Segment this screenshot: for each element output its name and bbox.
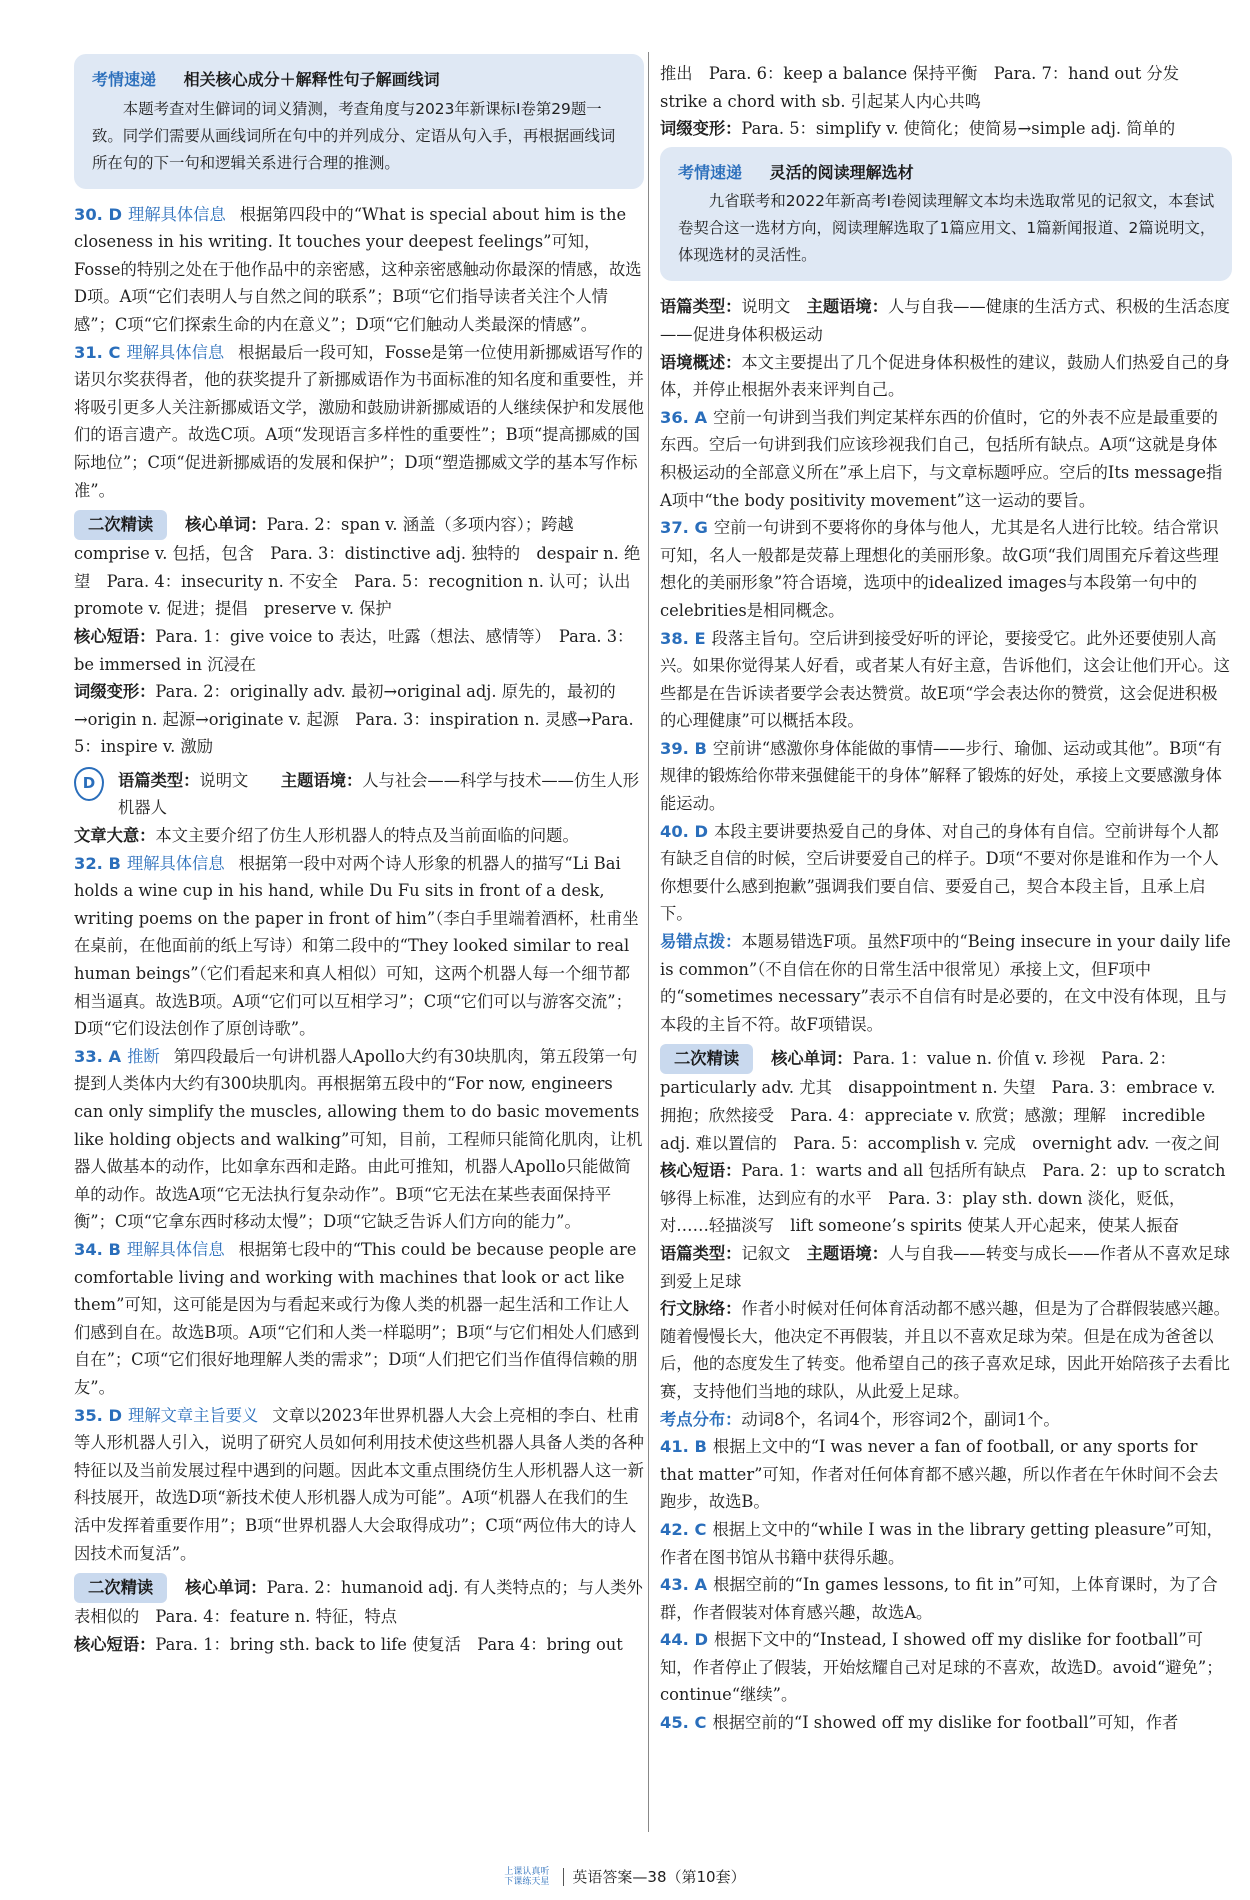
text-type: 记叙文 [741,1243,791,1263]
answer-number: 31. C [74,342,121,362]
footer-separator [563,1868,564,1886]
answer-37 [660,514,1232,624]
core-words: Para. 2：span v. 涵盖（多项内容）；跨越 comprise v. 包括，包含 Para. 3：distinctive adj. 独特的 despair n. 绝望 Para. 4：insecurity n. 不安全 Para. 5：recognition n. 认可；认出 promote v. 促进；提倡 preserve v. 保护 [74,515,647,619]
trap-tip-label: 易错点拨： [660,932,742,952]
answer-31 [74,339,644,505]
answer-explanation: 根据第一段中对两个诗人形象的机器人的描写“Li Bai holds a wine cup in his hand, while Du Fu sits in front of a desk, writing poems on the paper in front of him”（李白手里端着酒杯，杜甫坐在桌前，在他面前的纸上写诗）和第二段中的“They looked similar to real human beings”（它们看起来和真人相似）可知，这两个机器人每一个细节都相当逼真。故选B项。A项“它们可以互相学习”；C项“它们可以与游客交流”；D项“它们设法创作了原创诗歌”。 [74,853,639,1039]
answer-number: 45. C [660,1713,707,1733]
answer-39 [660,735,1232,818]
answer-number: 36. A [660,407,708,427]
distribution: 动词8个，名词4个，形容词2个，副词1个。 [741,1409,1060,1429]
exam-insight-header [678,159,1216,187]
answer-number: 38. E [660,628,706,648]
answer-explanation: 根据下文中的“Instead, I showed off my dislike for football”可知，作者停止了假装，开始炫耀自己对足球的不喜欢，故选D。avoid“避免”；continue“继续”。 [660,1630,1223,1705]
question-type: 理解具体信息 [126,342,225,362]
page-number: 英语答案—38（第10套） [572,1868,746,1886]
exam-insight-body: 本题考查对生僻词的词义猜测，考查角度与2023年新课标Ⅰ卷第29题一致。同学们需要从画线词所在句中的并列成分、定语从句入手，再根据画线词所在句的下一句和逻辑关系进行合理的推测。 [92,99,616,172]
word-morph: Para. 2：originally adv. 最初→original adj. 原先的，最初的→origin n. 起源→originate v. 起源 Para. 3：inspiration n. 灵感→Para. 5：inspire v. 激励 [74,682,634,757]
answer-44 [660,1626,1232,1709]
text-type: 说明文 [741,297,791,317]
core-phrases-label: 核心短语： [74,1634,156,1654]
core-phrases-label: 核心短语： [660,1161,742,1181]
phrases-continued: 推出 Para. 6：keep a balance 保持平衡 Para. 7：hand out 分发 strike a chord with sb. 引起某人内心共鸣 [660,64,1196,111]
passage-d-icon: D [74,767,104,801]
answer-explanation: 段落主旨句。空后讲到接受好听的评论，要接受它。此外还要使别人高兴。如果你觉得某人好看，或者某人有好主意，告诉他们，这会让他们开心。这些都是在告诉读者要学会表达赞赏。故E项“学会表达你的赞赏，这会促进积极的心理健康”可以概括本段。 [660,628,1230,731]
word-morph-label: 词缀变形： [74,682,156,702]
flow-label: 行文脉络： [660,1299,742,1319]
answer-number: 35. D [74,1405,123,1425]
right-column [660,60,1232,1737]
question-type: 理解具体信息 [126,853,225,873]
answer-explanation: 本段主要讲要热爱自己的身体、对自己的身体有自信。空前讲每个人都有缺乏自信的时候，空后讲要爱自己的样子。D项“不要对你是谁和作为一个人你想要什么感到抱歉”强调我们要自信、要爱自己，契合本段主旨，且承上启下。 [660,821,1219,924]
answer-32 [74,850,644,1043]
answer-number: 30. D [74,204,123,224]
gist: 本文主要介绍了仿生人形机器人的特点及当前面临的问题。 [155,826,579,846]
core-words: Para. 2：humanoid adj. 有人类特点的；与人类外表相似的 Para. 4：feature n. 特征，特点 [74,1578,643,1627]
page-footer [0,1866,1250,1887]
exam-insight-title: 灵活的阅读理解选材 [769,162,914,182]
answer-number: 37. G [660,518,708,538]
text-type-label: 语篇类型： [118,770,200,790]
answer-41 [660,1433,1232,1516]
theme: 人与自我——转变与成长——作者从不喜欢足球到爱上足球 [660,1243,1230,1291]
answer-explanation: 空前讲“感激你身体能做的事情——步行、瑜伽、运动或其他”。B项“有规律的锻炼给你带来强健能干的身体”解释了锻炼的好处，承接上文要感激身体能运动。 [660,738,1223,814]
answer-43 [660,1571,1232,1626]
answer-explanation: 根据上文中的“I was never a fan of football, or any sports for that matter”可知，作者对任何体育都不感兴趣，所以作者在午休时间不会去跑步，故选B。 [660,1437,1219,1512]
summary: 本文主要提出了几个促进身体积极性的建议，鼓励人们热爱自己的身体，并停止根据外表来评判自己。 [660,352,1230,400]
distribution-label: 考点分布： [660,1409,742,1429]
exam-insight-box [74,54,644,189]
answer-number: 32. B [74,853,121,873]
question-type: 理解文章主旨要义 [128,1405,259,1425]
answer-number: 39. B [660,738,707,758]
word-morph-label: 词缀变形： [660,119,742,139]
answer-number: 34. B [74,1239,121,1259]
summary-label: 语境概述： [660,352,742,372]
exam-insight-tag: 考情速递 [678,162,743,182]
core-phrases: Para. 1：warts and all 包括所有缺点 Para. 2：up to scratch 够得上标准，达到应有的水平 Para. 3：play sth. down 淡化，贬低，对……轻描淡写 lift someone’s spirits 使某人开心起来，使某人振奋 [660,1161,1226,1236]
core-phrases: Para. 1：give voice to 表达，吐露（想法、感情等） Para. 3：be immersed in 沉浸在 [74,626,634,674]
answer-number: 33. A [74,1046,122,1066]
answer-explanation: 根据最后一段可知，Fosse是第一位使用新挪威语写作的诺贝尔奖获得者，他的获奖提升了新挪威语作为书面标准的知名度和重要性，并将吸引更多人关注新挪威语文学，激励和鼓励讲新挪威语的人继续保护和发展他们的语言遗产。故选C项。A项“发现语言多样性的重要性”；B项“提高挪威的国际地位”；C项“促进新挪威语的发展和保护”；D项“塑造挪威文学的基本写作标准”。 [74,342,644,500]
exam-insight-body: 九省联考和2022年新高考Ⅰ卷阅读理解文本均未选取常见的记叙文，本套试卷契合这一选材方向，阅读理解选取了1篇应用文、1篇新闻报道、2篇说明文，体现选材的灵活性。 [678,192,1216,265]
core-words-label: 核心单词： [185,1578,267,1598]
answer-explanation: 根据第七段中的“This could be because people are comfortable living and working with machines that look or act like them”可知，这可能是因为与看起来或行为像人类的机器一起生活和工作让人们感到自在。故选B项。A项“它们和人类一样聪明”；B项“与它们相处人们感到自在”；C项“它们很好地理解人类的需求”；D项“人们把它们当作值得信赖的朋友”。 [74,1239,640,1397]
theme-label: 主题语境： [280,770,363,790]
answer-33 [74,1043,644,1236]
answer-explanation: 根据空前的“I showed off my dislike for football”可知，作者 [712,1713,1179,1733]
answer-34 [74,1236,644,1402]
answer-number: 40. D [660,821,709,841]
vocab-section-d [74,1573,644,1658]
text-type-label: 语篇类型： [660,1243,742,1263]
exam-insight-box-2 [660,147,1232,282]
answer-42 [660,1516,1232,1571]
question-type: 推断 [127,1046,160,1066]
answer-45 [660,1709,1232,1737]
question-type: 理解具体信息 [126,1239,225,1259]
second-reading-badge: 二次精读 [660,1044,753,1074]
question-type: 理解具体信息 [128,204,226,224]
word-morph: Para. 5：simplify v. 使简化；使简易→simple adj. 简单的 [741,119,1176,139]
answer-38 [660,625,1232,735]
answer-explanation: 根据空前的“In games lessons, to fit in”可知，上体育课时，为了合群，作者假装对体育感兴趣，故选A。 [660,1575,1218,1622]
answer-40 [660,818,1232,928]
second-reading-badge: 二次精读 [74,510,167,540]
core-words-label: 核心单词： [185,515,267,535]
passage-d-header [74,767,644,822]
core-words-label: 核心单词： [771,1049,853,1069]
theme: 人与自我——健康的生活方式、积极的生活态度——促进身体积极运动 [660,297,1230,344]
brand-logo [504,1867,549,1887]
answer-explanation: 空前一句讲到不要将你的身体与他人，尤其是名人进行比较。结合常识可知，名人一般都是荧幕上理想化的美丽形象。故G项“我们周围充斥着这些理想化的美丽形象”符合语境，选项中的idealized images与本段第一句中的celebrities是相同概念。 [660,518,1219,620]
vocab-section-7 [660,1044,1232,1240]
core-phrases-label: 核心短语： [74,626,156,646]
answer-number: 42. C [660,1519,707,1539]
logo-line-1: 上课认真听 [504,1866,550,1877]
trap-tip [660,928,1232,1038]
answer-explanation: 根据上文中的“while I was in the library getting pleasure”可知，作者在图书馆从书籍中获得乐趣。 [660,1519,1223,1567]
answer-number: 43. A [660,1575,708,1595]
exam-insight-title: 相关核心成分＋解释性句子解画线词 [183,70,440,89]
answer-number: 44. D [660,1630,709,1650]
answer-explanation: 文章以2023年世界机器人大会上亮相的李白、杜甫等人形机器人引入，说明了研究人员如何利用技术使这些机器人具备人类的各种特征以及当前发展过程中遇到的问题。因此本文重点围绕仿生人形机器人这一新科技展开，故选D项“新技术使人形机器人成为可能”。A项“机器人在我们的生活中发挥着重要作用”；B项“世界机器人大会取得成功”；C项“两位伟大的诗人因技术而复活”。 [74,1405,644,1563]
answer-30 [74,201,644,339]
vocab-section-c [74,510,647,761]
logo-line-2: 下课练天星 [504,1876,550,1887]
column-divider [648,52,649,1832]
flow: 作者小时候对任何体育活动都不感兴趣，但是为了合群假装感兴趣。随着慢慢长大，他决定不再假装，并且以不喜欢足球为荣。但是在成为爸爸以后，他的态度发生了转变。他希望自己的孩子喜欢足球，因此开始陪孩子去看比赛，支持他们当地的球队，从此爱上足球。 [660,1299,1230,1401]
left-column [74,54,647,1658]
exam-insight-tag: 考情速递 [92,70,157,89]
text-type-label: 语篇类型： [660,297,742,317]
second-reading-badge: 二次精读 [74,1573,167,1603]
answer-36 [660,404,1232,514]
gist-label: 文章大意： [74,826,156,846]
core-words: Para. 1：value n. 价值 v. 珍视 Para. 2：particularly adv. 尤其 disappointment n. 失望 Para. 3：embrace v. 拥抱；欣然接受 Para. 4：appreciate v. 欣赏；感激；理解 incredible adj. 难以置信的 Para. 5：accomplish v. 完成 overnight adv. 一夜之间 [660,1049,1220,1153]
answer-number: 41. B [660,1437,707,1457]
trap-tip-text: 本题易错选F项。虽然F项中的“Being insecure in your daily life is common”（不自信在你的日常生活中很常见）承接上文，但F项中的“sometimes necessary”表示不自信有时是必要的，在文中没有体现，且与本段的主旨不符。故F项错误。 [660,932,1231,1034]
theme: 人与社会——科学与技术——仿生人形机器人 [118,770,640,818]
answer-35 [74,1402,644,1568]
exam-insight-header [92,66,628,94]
core-phrases: Para. 1：bring sth. back to life 使复活 Para 4：bring out [155,1634,623,1654]
theme-label: 主题语境： [806,297,888,317]
answer-explanation: 空前一句讲到当我们判定某样东西的价值时，它的外表不应是最重要的东西。空后一句讲到我们应该珍视我们自己，包括所有缺点。A项“这就是身体积极运动的全部意义所在”承上启下，与文章标题呼应。空后的Its message指A项中“the body positivity movement”这一运动的要旨。 [660,407,1223,510]
answer-explanation: 第四段最后一句讲机器人Apollo大约有30块肌肉，第五段第一句提到人类体内大约有300块肌肉。再根据第五段中的“For now, engineers can only simplify the muscles, allowing them to do basic movements like holding objects and walking”可知，目前，工程师只能简化肌肉，让机器人做基本的动作，比如拿东西和走路。由此可推知，机器人Apollo只能做简单的动作。故选A项“它无法执行复杂动作”。B项“它无法在某些表面保持平衡”；C项“它拿东西时移动太慢”；D项“它缺乏告诉人们方向的能力”。 [74,1046,643,1232]
theme-label: 主题语境： [806,1243,888,1263]
text-type: 说明文 [199,770,249,790]
answer-explanation: 根据第四段中的“What is special about him is the closeness in his writing. It touches your deepest feelings”可知，Fosse的特别之处在于他作品中的亲密感，这种亲密感触动你最深的情感，故选D项。A项“它们表明人与自然之间的联系”；B项“它们指导读者关注个人情感”；C项“它们探索生命的内在意义”；D项“它们触动人类最深的情感”。 [74,204,642,334]
